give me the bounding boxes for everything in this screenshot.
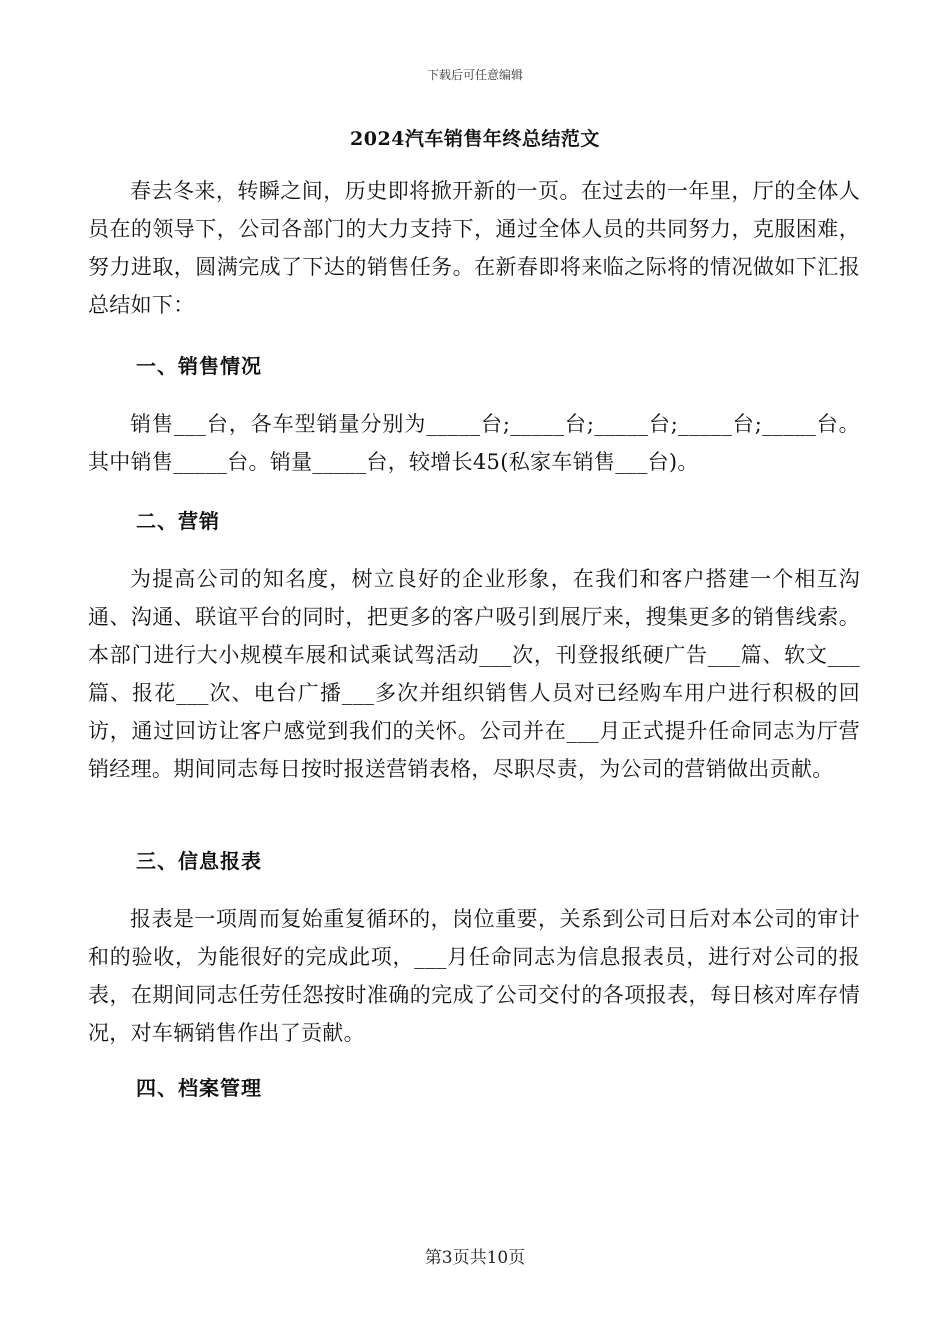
intro-paragraph: 春去冬来，转瞬之间，历史即将掀开新的一页。在过去的一年里，厅的全体人员在的领导下，公司各部门的大力支持下，通过全体人员的共同努力，克服困难，努力进取，圆满完成了下达的销售任务。在新春即将来临之际将的情况做如下汇报总结如下： [88, 179, 860, 317]
section-heading-sales: 一、销售情况 [136, 354, 262, 378]
section-body-marketing: 为提高公司的知名度，树立良好的企业形象，在我们和客户搭建一个相互沟通、沟通、联谊平台的同时，把更多的客户吸引到展厅来，搜集更多的销售线索。本部门进行大小规模车展和试乘试驾活动___次，刊登报纸硬广告___篇、软文___篇、报花___次、电台广播___多次并组织销售人员对已经购车用户进行积极的回访，通过回访让客户感觉到我们的关怀。公司并在___月正式提升任命同志为厅营销经理。期间同志每日按时报送营销表格，尽职尽责，为公司的营销做出贡献。 [88, 567, 860, 781]
section-body-sales: 销售___台，各车型销量分别为_____台;_____台;_____台;_____台;_____台。其中销售_____台。销量_____台，较增长45(私家车销售___台)。 [88, 412, 860, 474]
section-body-reports: 报表是一项周而复始重复循环的，岗位重要，关系到公司日后对本公司的审计和的验收，为能很好的完成此项，___月任命同志为信息报表员，进行对公司的报表，在期间同志任劳任怨按时准确的完成了公司交付的各项报表，每日核对库存情况，对车辆销售作出了贡献。 [88, 907, 860, 1045]
section-heading-reports: 三、信息报表 [136, 849, 262, 873]
document-title: 2024汽车销售年终总结范文 [350, 128, 600, 150]
section-heading-marketing: 二、营销 [136, 509, 220, 533]
header-note: 下载后可任意编辑 [426, 68, 523, 82]
section-heading-archives: 四、档案管理 [136, 1076, 262, 1100]
page-footer: 第3页共10页 [424, 1248, 526, 1268]
